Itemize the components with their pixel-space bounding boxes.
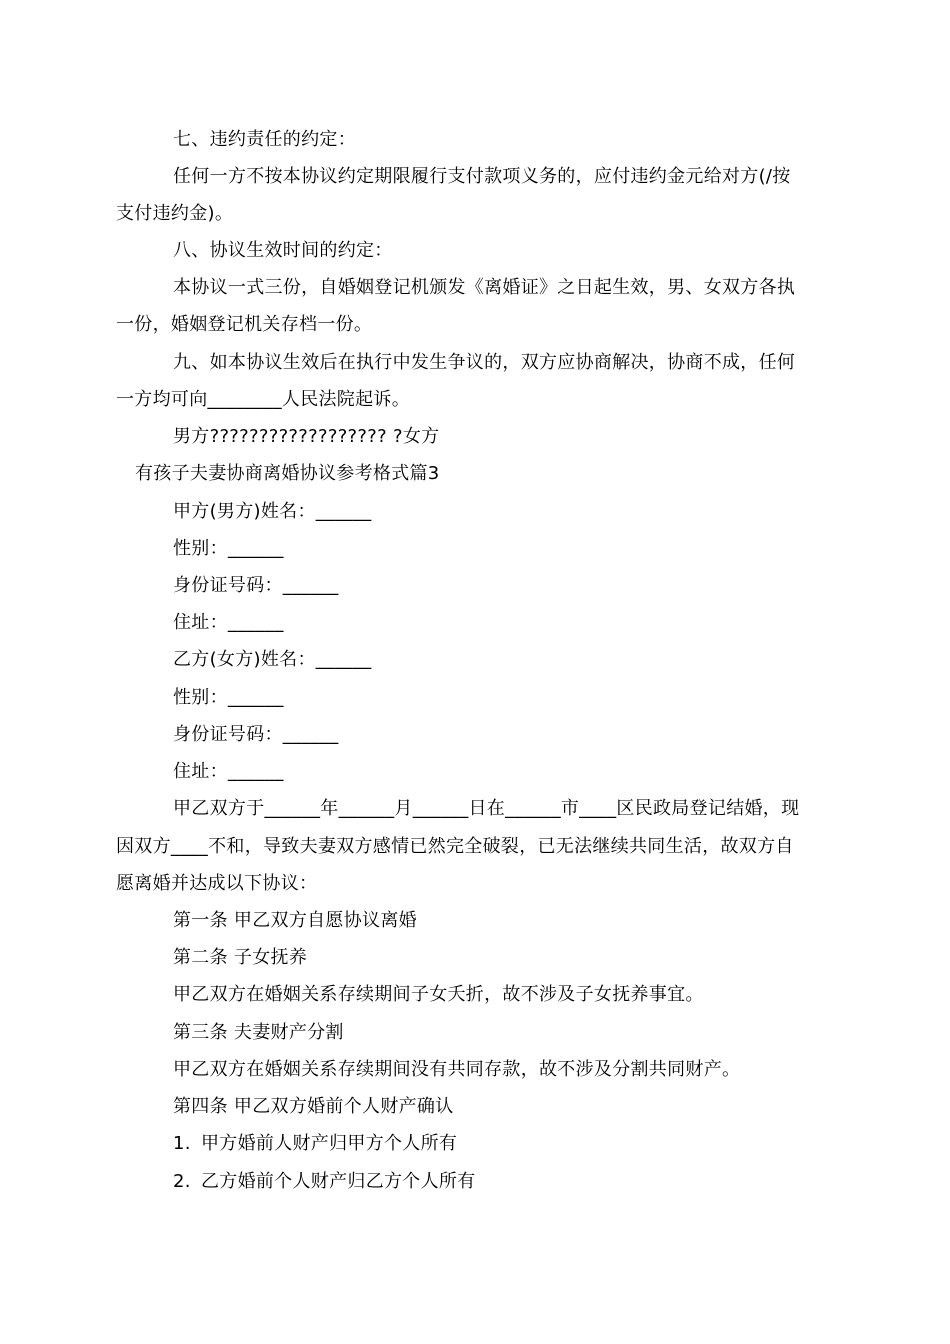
section-8-text-line-1: 本协议一式三份，自婚姻登记机颁发《离婚证》之日起生效，男、女双方各执 <box>173 277 796 298</box>
document-title: 有孩子夫妻协商离婚协议参考格式篇3 <box>135 463 440 484</box>
article-2-text: 甲乙双方在婚姻关系存续期间子女夭折，故不涉及子女抚养事宜。 <box>173 984 704 1005</box>
article-2-heading: 第二条 子女抚养 <box>173 947 308 968</box>
section-9-text-line-2: 一方均可向________人民法院起诉。 <box>116 389 410 410</box>
article-1-heading: 第一条 甲乙双方自愿协议离婚 <box>173 910 417 931</box>
list-item <box>173 1132 457 1156</box>
list-item-number: 2. <box>173 1171 191 1192</box>
section-7-text-line-1: 任何一方不按本协议约定期限履行支付款项义务的，应付违约金元给对方(/按 <box>173 166 791 187</box>
party-b-id-field: 身份证号码：______ <box>173 724 339 745</box>
intro-text-line-2: 因双方____不和，导致夫妻双方感情已然完全破裂，已无法继续共同生活，故双方自 <box>116 836 794 857</box>
list-item-text: 甲方婚前人财产归甲方个人所有 <box>201 1133 458 1154</box>
party-b-name-field: 乙方(女方)姓名：______ <box>173 649 372 670</box>
signature-line: 男方?????????????????? ?女方 <box>173 426 440 447</box>
section-7-heading: 七、违约责任的约定： <box>173 129 356 150</box>
list-item <box>173 1170 476 1194</box>
party-b-gender-field: 性别：______ <box>173 687 284 708</box>
section-8-heading: 八、协议生效时间的约定： <box>173 240 393 261</box>
section-9-text-line-1: 九、如本协议生效后在执行中发生争议的，双方应协商解决，协商不成，任何 <box>173 352 796 373</box>
party-a-gender-field: 性别：______ <box>173 538 284 559</box>
list-item-number: 1. <box>173 1133 191 1154</box>
article-3-text: 甲乙双方在婚姻关系存续期间没有共同存款，故不涉及分割共同财产。 <box>173 1059 741 1080</box>
section-7-text-line-2: 支付违约金)。 <box>116 203 234 224</box>
section-8-text-line-2: 一份，婚姻登记机关存档一份。 <box>116 314 373 335</box>
party-a-name-field: 甲方(男方)姓名：______ <box>173 501 372 522</box>
list-item-text: 乙方婚前个人财产归乙方个人所有 <box>201 1171 476 1192</box>
article-4-heading: 第四条 甲乙双方婚前个人财产确认 <box>173 1096 454 1117</box>
party-a-address-field: 住址：______ <box>173 612 284 633</box>
intro-text-line-3: 愿离婚并达成以下协议： <box>116 873 318 894</box>
party-a-id-field: 身份证号码：______ <box>173 575 339 596</box>
party-b-address-field: 住址：______ <box>173 761 284 782</box>
article-3-heading: 第三条 夫妻财产分割 <box>173 1022 344 1043</box>
intro-text-line-1: 甲乙双方于______年______月______日在______市____区民政局登记结婚，现 <box>173 798 800 819</box>
